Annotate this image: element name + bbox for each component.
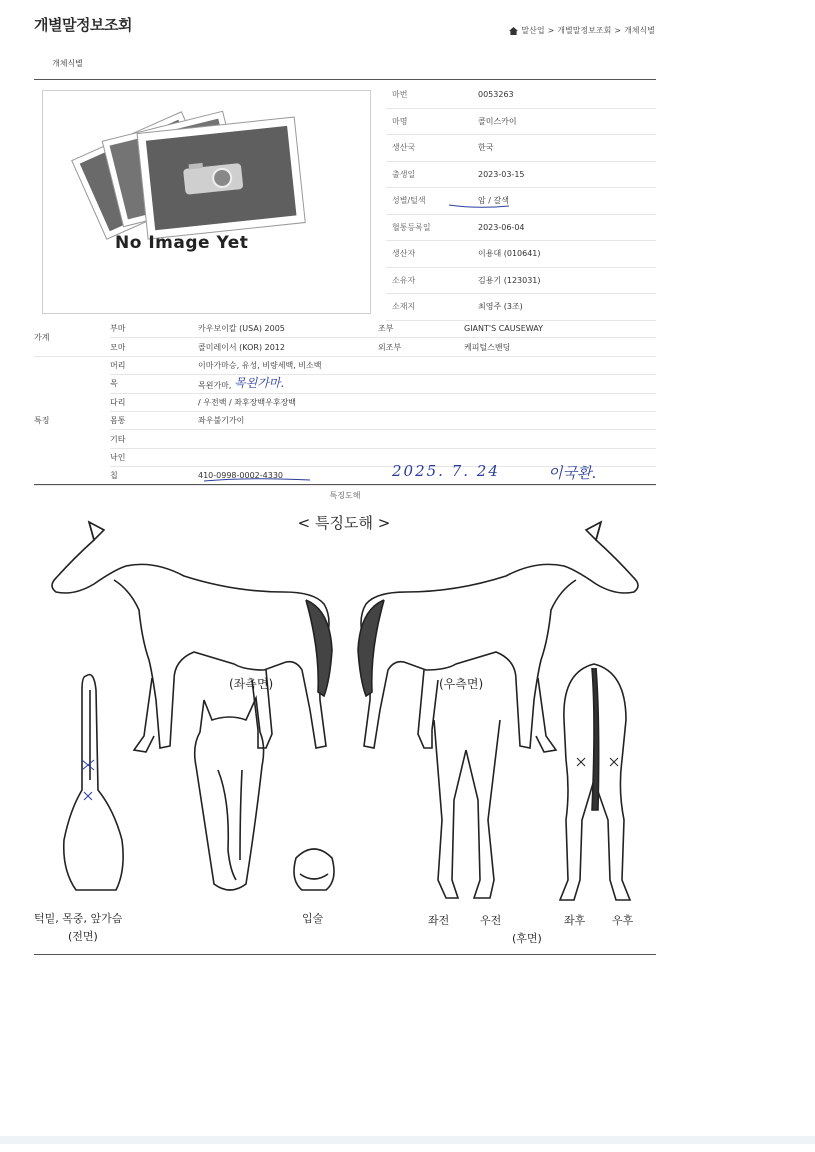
label-chip: 칩 — [110, 467, 198, 485]
divider — [34, 954, 656, 955]
breadcrumb-separator: > — [614, 26, 622, 35]
table-row — [386, 161, 656, 188]
table-row — [34, 411, 656, 429]
label-horse-number: 마번 — [386, 82, 478, 108]
breadcrumb-item-3[interactable]: 개체식별 — [624, 26, 655, 35]
value-dam: 콜미레이서 (KOR) 2012 — [198, 338, 378, 356]
category-pedigree: 가계 — [34, 320, 110, 356]
tab-identification[interactable]: 개체식별 — [52, 59, 83, 68]
breadcrumb-item-1[interactable]: 말산업 — [521, 26, 545, 35]
label-right-side: (우측면) — [439, 677, 484, 691]
label-front-sub: (전면) — [68, 930, 98, 943]
table-row — [34, 356, 656, 374]
label-body: 몸통 — [110, 411, 198, 429]
value-country: 한국 — [478, 135, 656, 162]
label-left-fore: 좌전 — [428, 914, 450, 927]
horse-front-chest — [64, 675, 123, 890]
label-front: 턱밑, 목중, 앞가슴 — [34, 912, 123, 925]
table-row — [386, 214, 656, 241]
handwritten-signature: 이국환. — [548, 464, 597, 482]
label-dam: 모마 — [110, 338, 198, 356]
underline-mark-icon — [200, 476, 320, 484]
label-sire: 부마 — [110, 320, 198, 338]
value-legs: / 우전백 / 좌후장백우후장백 — [198, 393, 656, 411]
label-registration-date: 혈통등록일 — [386, 214, 478, 241]
table-row — [386, 82, 656, 108]
breadcrumb-item-2[interactable]: 개별말정보조회 — [557, 26, 612, 35]
neck-text: 목왼가마, — [198, 381, 232, 391]
pedigree-feature-table — [34, 320, 656, 486]
breadcrumb-separator: > — [547, 26, 555, 35]
value-horse-name: 콜미스카이 — [478, 108, 656, 135]
page-title: 개별말정보조회 — [34, 16, 132, 34]
category-features: 특징 — [34, 356, 110, 485]
value-location: 최영주 (3조) — [478, 294, 656, 321]
basic-info-table — [386, 82, 656, 321]
label-lip: 입술 — [302, 912, 324, 925]
label-birth-date: 출생일 — [386, 161, 478, 188]
scan-edge — [0, 1136, 815, 1144]
horse-head-front — [195, 698, 264, 890]
value-birth-date: 2023-03-15 — [478, 161, 656, 188]
label-right-hind: 우후 — [612, 914, 634, 927]
table-row — [34, 338, 656, 356]
breadcrumb — [509, 25, 655, 36]
value-sire: 카우보이칼 (USA) 2005 — [198, 320, 378, 338]
sex-color-text: 암 / 갈색 — [478, 196, 509, 206]
label-breeder: 생산자 — [386, 241, 478, 268]
table-row — [386, 188, 656, 215]
table-row — [34, 430, 656, 448]
table-row — [34, 320, 656, 338]
label-left-hind: 좌후 — [564, 914, 586, 927]
horse-photo-placeholder — [42, 90, 371, 314]
label-owner: 소유자 — [386, 267, 478, 294]
divider — [34, 484, 656, 485]
underline-mark-icon — [447, 203, 517, 209]
handwritten-date: 2025. 7. 24 — [392, 462, 500, 480]
label-brand: 낙인 — [110, 448, 198, 466]
handwritten-neck-note: 목왼가마. — [234, 376, 285, 391]
table-row — [386, 108, 656, 135]
label-neck: 목 — [110, 375, 198, 393]
label-right-fore: 우전 — [480, 914, 502, 927]
value-sex-color — [478, 188, 656, 215]
label-rear-sub: (후면) — [512, 932, 542, 945]
value-grandsire: GIANT'S CAUSEWAY — [464, 320, 656, 338]
label-sex-color: 성별/털색 — [386, 188, 478, 215]
value-head: 이마가마승, 유성, 비량세백, 비소백 — [198, 356, 656, 374]
label-other: 기타 — [110, 430, 198, 448]
label-horse-name: 마명 — [386, 108, 478, 135]
horse-diagram-svg — [34, 500, 656, 955]
home-icon[interactable] — [509, 27, 518, 35]
horse-lip — [294, 849, 334, 890]
value-horse-number: 0053263 — [478, 82, 656, 108]
value-damsire: 케피털스밴딩 — [464, 338, 656, 356]
diagram-heading: < 특징도해 > — [297, 514, 391, 532]
value-body: 좌우불기가이 — [198, 411, 656, 429]
label-location: 소재지 — [386, 294, 478, 321]
table-row — [386, 241, 656, 268]
label-country: 생산국 — [386, 135, 478, 162]
label-damsire: 외조부 — [378, 338, 464, 356]
horse-rear — [560, 664, 630, 900]
chip-number: 410-0998-0002-4330 — [198, 471, 284, 481]
label-left-side: (좌측면) — [229, 677, 274, 691]
horse-left-side — [52, 522, 332, 752]
diagram-caption: 특징도해 — [329, 491, 361, 500]
value-registration-date: 2023-06-04 — [478, 214, 656, 241]
no-image-text: No Image Yet — [115, 233, 249, 253]
value-neck — [198, 375, 656, 393]
value-owner: 김용기 (123031) — [478, 267, 656, 294]
feature-diagram — [34, 500, 656, 955]
label-legs: 다리 — [110, 393, 198, 411]
horse-forelegs — [434, 720, 500, 898]
table-row — [34, 393, 656, 411]
table-row — [386, 267, 656, 294]
photo-stack-icon — [43, 91, 370, 313]
table-row — [386, 135, 656, 162]
value-other — [198, 430, 656, 448]
divider — [34, 79, 656, 80]
table-row — [34, 375, 656, 393]
label-grandsire: 조부 — [378, 320, 464, 338]
value-breeder: 이용대 (010641) — [478, 241, 656, 268]
table-row — [386, 294, 656, 321]
label-head: 머리 — [110, 356, 198, 374]
